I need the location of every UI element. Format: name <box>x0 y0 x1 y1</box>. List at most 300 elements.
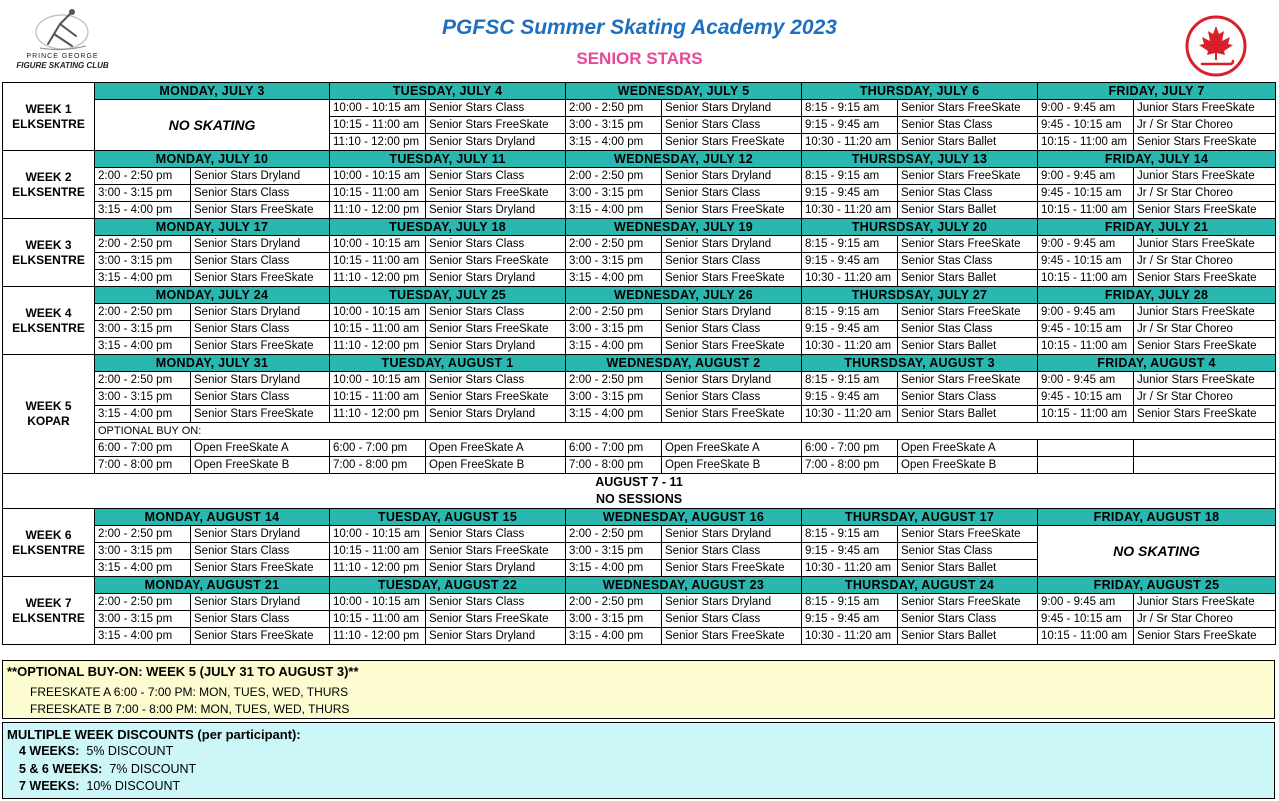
schedule-table <box>2 82 1276 645</box>
session-time: 3:00 - 3:15 pm <box>566 253 662 270</box>
session-activity <box>1134 457 1276 474</box>
day-header: TUESDAY, JULY 4 <box>330 83 566 100</box>
session-time: 3:15 - 4:00 pm <box>95 338 191 355</box>
day-header: WEDNESDAY, JULY 12 <box>566 151 802 168</box>
page-title: PGFSC Summer Skating Academy 2023 <box>442 16 837 39</box>
session-time: 10:30 - 11:20 am <box>802 338 898 355</box>
session-time: 6:00 - 7:00 pm <box>95 440 191 457</box>
session-activity: Senior Stars Class <box>662 185 802 202</box>
week-venue: ELKSENTRE <box>12 252 85 267</box>
session-activity: Senior Stars Dryland <box>662 168 802 185</box>
session-activity: Senior Stars FreeSkate <box>191 560 330 577</box>
day-header: FRIDAY, AUGUST 4 <box>1038 355 1276 372</box>
session-activity: Senior Stars FreeSkate <box>1134 202 1276 219</box>
session-row <box>3 270 1276 287</box>
session-time: 3:15 - 4:00 pm <box>566 628 662 645</box>
session-time: 3:15 - 4:00 pm <box>95 560 191 577</box>
session-time: 9:15 - 9:45 am <box>802 117 898 134</box>
session-activity: Senior Stars Dryland <box>662 526 802 543</box>
day-header: THURSDAY, AUGUST 24 <box>802 577 1038 594</box>
session-time: 9:45 - 10:15 am <box>1038 117 1134 134</box>
session-row <box>3 253 1276 270</box>
session-time <box>1038 457 1134 474</box>
session-activity: Senior Stars Class <box>898 611 1038 628</box>
session-activity: Senior Stars Dryland <box>662 372 802 389</box>
session-time: 9:45 - 10:15 am <box>1038 611 1134 628</box>
session-activity: Senior Stars FreeSkate <box>1134 338 1276 355</box>
session-time: 7:00 - 8:00 pm <box>330 457 426 474</box>
day-header: WEDNESDAY, JULY 5 <box>566 83 802 100</box>
session-activity <box>1134 440 1276 457</box>
session-activity: Senior Stars Dryland <box>426 202 566 219</box>
session-time: 3:00 - 3:15 pm <box>566 117 662 134</box>
session-time: 9:15 - 9:45 am <box>802 321 898 338</box>
session-time: 9:15 - 9:45 am <box>802 253 898 270</box>
day-header: TUESDAY, AUGUST 1 <box>330 355 566 372</box>
session-activity: Senior Stars Ballet <box>898 134 1038 151</box>
session-activity: Senior Stars FreeSkate <box>662 202 802 219</box>
session-activity: Senior Stars FreeSkate <box>191 338 330 355</box>
session-activity: Senior Stars Dryland <box>426 338 566 355</box>
session-activity: Open FreeSkate B <box>898 457 1038 474</box>
session-time: 9:15 - 9:45 am <box>802 543 898 560</box>
session-activity: Senior Stas Class <box>898 321 1038 338</box>
session-time: 9:15 - 9:45 am <box>802 611 898 628</box>
session-activity: Senior Stars Class <box>191 321 330 338</box>
session-activity: Junior Stars FreeSkate <box>1134 304 1276 321</box>
session-row <box>3 202 1276 219</box>
session-activity: Senior Stars Class <box>426 236 566 253</box>
session-activity: Senior Stars FreeSkate <box>191 406 330 423</box>
session-row <box>3 406 1276 423</box>
day-header: FRIDAY, JULY 7 <box>1038 83 1276 100</box>
day-header: TUESDAY, JULY 18 <box>330 219 566 236</box>
session-time: 10:00 - 10:15 am <box>330 304 426 321</box>
week-label <box>3 219 95 287</box>
session-time: 10:30 - 11:20 am <box>802 270 898 287</box>
session-time: 10:30 - 11:20 am <box>802 134 898 151</box>
optional-session-row <box>3 457 1276 474</box>
session-time: 10:15 - 11:00 am <box>330 321 426 338</box>
session-time: 2:00 - 2:50 pm <box>566 594 662 611</box>
session-time: 10:30 - 11:20 am <box>802 628 898 645</box>
session-activity: Junior Stars FreeSkate <box>1134 372 1276 389</box>
aug-break-row <box>3 474 1276 509</box>
page-subtitle: SENIOR STARS <box>576 49 703 68</box>
session-activity: Senior Stars FreeSkate <box>426 185 566 202</box>
session-time: 3:15 - 4:00 pm <box>566 202 662 219</box>
session-activity: Senior Stars Dryland <box>191 168 330 185</box>
optional-session-row <box>3 440 1276 457</box>
session-time: 3:15 - 4:00 pm <box>566 270 662 287</box>
discounts-box <box>2 722 1275 799</box>
session-activity: Jr / Sr Star Choreo <box>1134 253 1276 270</box>
day-header: THURSDSAY, JULY 20 <box>802 219 1038 236</box>
session-time: 3:15 - 4:00 pm <box>566 406 662 423</box>
session-time: 10:15 - 11:00 am <box>330 185 426 202</box>
session-time: 11:10 - 12:00 pm <box>330 406 426 423</box>
session-activity: Junior Stars FreeSkate <box>1134 100 1276 117</box>
week-venue: ELKSENTRE <box>12 320 85 335</box>
session-time: 2:00 - 2:50 pm <box>95 526 191 543</box>
day-header: TUESDAY, AUGUST 22 <box>330 577 566 594</box>
session-time: 9:45 - 10:15 am <box>1038 185 1134 202</box>
session-time: 3:15 - 4:00 pm <box>95 270 191 287</box>
session-time: 10:00 - 10:15 am <box>330 168 426 185</box>
day-header: FRIDAY, JULY 21 <box>1038 219 1276 236</box>
session-time: 10:00 - 10:15 am <box>330 526 426 543</box>
discount-row <box>19 762 196 776</box>
session-activity: Senior Stas Class <box>898 543 1038 560</box>
week-name: WEEK 1 <box>25 101 72 116</box>
session-activity: Senior Stars FreeSkate <box>426 253 566 270</box>
session-activity: Senior Stars FreeSkate <box>898 372 1038 389</box>
session-time: 10:00 - 10:15 am <box>330 100 426 117</box>
session-time: 9:45 - 10:15 am <box>1038 253 1134 270</box>
session-activity: Senior Stars Dryland <box>662 594 802 611</box>
session-activity: Senior Stars FreeSkate <box>898 526 1038 543</box>
session-time: 2:00 - 2:50 pm <box>566 526 662 543</box>
session-time: 11:10 - 12:00 pm <box>330 202 426 219</box>
session-activity: Junior Stars FreeSkate <box>1134 168 1276 185</box>
session-activity: Open FreeSkate A <box>662 440 802 457</box>
week-header-row <box>3 151 1276 168</box>
session-activity: Senior Stars FreeSkate <box>662 406 802 423</box>
session-time: 10:15 - 11:00 am <box>1038 406 1134 423</box>
session-time: 9:00 - 9:45 am <box>1038 594 1134 611</box>
session-activity: Jr / Sr Star Choreo <box>1134 185 1276 202</box>
day-header: FRIDAY, JULY 28 <box>1038 287 1276 304</box>
session-time: 3:15 - 4:00 pm <box>95 406 191 423</box>
session-row <box>3 372 1276 389</box>
club-name-line1: PRINCE GEORGE <box>26 53 99 60</box>
session-time: 3:00 - 3:15 pm <box>95 543 191 560</box>
day-header: WEDNESDAY, AUGUST 23 <box>566 577 802 594</box>
week-name: WEEK 6 <box>25 527 72 542</box>
session-activity: Senior Stars Class <box>898 389 1038 406</box>
session-activity: Senior Stars Dryland <box>662 236 802 253</box>
week-venue: ELKSENTRE <box>12 610 85 625</box>
week-label <box>3 83 95 151</box>
session-time: 9:00 - 9:45 am <box>1038 168 1134 185</box>
session-time: 9:15 - 9:45 am <box>802 185 898 202</box>
session-time: 2:00 - 2:50 pm <box>95 372 191 389</box>
session-time: 3:15 - 4:00 pm <box>566 134 662 151</box>
session-activity: Senior Stars Dryland <box>426 560 566 577</box>
day-header: FRIDAY, AUGUST 25 <box>1038 577 1276 594</box>
session-activity: Senior Stars FreeSkate <box>426 117 566 134</box>
week-header-row <box>3 287 1276 304</box>
session-time: 8:15 - 9:15 am <box>802 100 898 117</box>
session-time: 3:00 - 3:15 pm <box>566 389 662 406</box>
day-header: THURSDAY, JULY 6 <box>802 83 1038 100</box>
session-activity: Open FreeSkate B <box>191 457 330 474</box>
session-time: 8:15 - 9:15 am <box>802 236 898 253</box>
session-time: 10:30 - 11:20 am <box>802 560 898 577</box>
session-activity: Senior Stars FreeSkate <box>662 134 802 151</box>
day-header: WEDNESDAY, JULY 19 <box>566 219 802 236</box>
session-activity: Senior Stars FreeSkate <box>1134 270 1276 287</box>
session-activity: Senior Stars Class <box>426 594 566 611</box>
session-time: 9:45 - 10:15 am <box>1038 321 1134 338</box>
session-time: 8:15 - 9:15 am <box>802 168 898 185</box>
session-time: 9:00 - 9:45 am <box>1038 304 1134 321</box>
week-label <box>3 287 95 355</box>
discount-row <box>19 779 180 793</box>
session-activity: Senior Stars Dryland <box>191 236 330 253</box>
day-header: MONDAY, JULY 3 <box>95 83 330 100</box>
session-activity: Open FreeSkate A <box>191 440 330 457</box>
optional-buyon-heading: **OPTIONAL BUY-ON: WEEK 5 (JULY 31 TO AUGUST 3)** <box>7 664 359 679</box>
optional-label-row <box>3 423 1276 440</box>
session-row <box>3 185 1276 202</box>
discounts-heading: MULTIPLE WEEK DISCOUNTS (per participant): <box>7 727 301 742</box>
session-time: 9:00 - 9:45 am <box>1038 372 1134 389</box>
session-time: 10:15 - 11:00 am <box>1038 134 1134 151</box>
week-header-row <box>3 355 1276 372</box>
week-name: WEEK 2 <box>25 169 72 184</box>
session-activity: Senior Stars Ballet <box>898 270 1038 287</box>
no-skating-label: NO SKATING <box>1038 526 1276 577</box>
session-time: 3:00 - 3:15 pm <box>566 543 662 560</box>
session-activity: Senior Stars FreeSkate <box>191 628 330 645</box>
session-activity: Senior Stars FreeSkate <box>898 168 1038 185</box>
session-time: 6:00 - 7:00 pm <box>330 440 426 457</box>
discount-value: 7% DISCOUNT <box>109 762 197 776</box>
session-time: 2:00 - 2:50 pm <box>95 168 191 185</box>
session-row <box>3 100 1276 117</box>
session-activity: Senior Stars Class <box>191 611 330 628</box>
no-skating-label: NO SKATING <box>95 100 330 151</box>
week-name: WEEK 3 <box>25 237 72 252</box>
session-time: 3:00 - 3:15 pm <box>95 185 191 202</box>
session-activity: Senior Stars Class <box>662 117 802 134</box>
club-name-line2: FIGURE SKATING CLUB <box>16 61 109 70</box>
day-header: MONDAY, JULY 24 <box>95 287 330 304</box>
session-activity: Senior Stars Class <box>662 611 802 628</box>
week-venue: KOPAR <box>27 414 70 428</box>
session-time: 11:10 - 12:00 pm <box>330 628 426 645</box>
session-activity: Senior Stas Class <box>898 117 1038 134</box>
session-time: 10:00 - 10:15 am <box>330 236 426 253</box>
session-time: 11:10 - 12:00 pm <box>330 134 426 151</box>
session-time: 2:00 - 2:50 pm <box>95 304 191 321</box>
session-time: 2:00 - 2:50 pm <box>566 168 662 185</box>
session-activity: Open FreeSkate B <box>426 457 566 474</box>
session-time: 2:00 - 2:50 pm <box>566 372 662 389</box>
session-time: 2:00 - 2:50 pm <box>95 236 191 253</box>
session-activity: Senior Stars FreeSkate <box>1134 628 1276 645</box>
session-activity: Senior Stars FreeSkate <box>898 100 1038 117</box>
session-activity: Senior Stars FreeSkate <box>426 543 566 560</box>
session-time: 11:10 - 12:00 pm <box>330 338 426 355</box>
session-activity: Senior Stars Dryland <box>426 270 566 287</box>
session-time: 10:00 - 10:15 am <box>330 372 426 389</box>
day-header: MONDAY, JULY 10 <box>95 151 330 168</box>
session-activity: Senior Stars Ballet <box>898 406 1038 423</box>
session-activity: Jr / Sr Star Choreo <box>1134 117 1276 134</box>
day-header: THURSDAY, AUGUST 17 <box>802 509 1038 526</box>
week-label <box>3 151 95 219</box>
session-activity: Senior Stars FreeSkate <box>1134 406 1276 423</box>
week-name: WEEK 7 <box>25 595 72 610</box>
day-header: WEDNESDAY, JULY 26 <box>566 287 802 304</box>
session-time: 10:15 - 11:00 am <box>330 389 426 406</box>
session-time: 7:00 - 8:00 pm <box>566 457 662 474</box>
session-activity: Senior Stars Dryland <box>191 372 330 389</box>
session-time: 2:00 - 2:50 pm <box>566 304 662 321</box>
week-venue: ELKSENTRE <box>12 184 85 199</box>
session-activity: Senior Stas Class <box>898 253 1038 270</box>
session-activity: Senior Stars Ballet <box>898 338 1038 355</box>
session-time: 3:15 - 4:00 pm <box>566 560 662 577</box>
session-activity: Senior Stars Class <box>191 253 330 270</box>
session-time: 9:00 - 9:45 am <box>1038 236 1134 253</box>
session-activity: Senior Stars FreeSkate <box>191 270 330 287</box>
day-header: TUESDAY, JULY 11 <box>330 151 566 168</box>
session-activity: Open FreeSkate A <box>426 440 566 457</box>
session-time: 3:00 - 3:15 pm <box>566 185 662 202</box>
session-row <box>3 628 1276 645</box>
session-activity: Senior Stars Class <box>191 389 330 406</box>
week-header-row <box>3 577 1276 594</box>
session-time: 10:15 - 11:00 am <box>330 253 426 270</box>
aug-break-dates: AUGUST 7 - 11 <box>595 475 683 489</box>
session-activity: Senior Stars Class <box>662 321 802 338</box>
week-label <box>3 577 95 645</box>
session-time: 6:00 - 7:00 pm <box>802 440 898 457</box>
session-activity: Senior Stars Class <box>662 389 802 406</box>
session-activity: Senior Stars FreeSkate <box>898 304 1038 321</box>
session-time: 6:00 - 7:00 pm <box>566 440 662 457</box>
day-header: TUESDAY, JULY 25 <box>330 287 566 304</box>
session-activity: Senior Stars FreeSkate <box>662 270 802 287</box>
session-activity: Senior Stars FreeSkate <box>1134 134 1276 151</box>
discount-label: 7 WEEKS: <box>19 779 80 793</box>
session-activity: Senior Stars Ballet <box>898 560 1038 577</box>
session-time: 10:30 - 11:20 am <box>802 406 898 423</box>
session-activity: Senior Stars Class <box>426 304 566 321</box>
day-header: MONDAY, JULY 31 <box>95 355 330 372</box>
session-time: 8:15 - 9:15 am <box>802 594 898 611</box>
session-activity: Senior Stars Dryland <box>426 134 566 151</box>
session-time: 9:45 - 10:15 am <box>1038 389 1134 406</box>
week-venue: ELKSENTRE <box>12 542 85 557</box>
session-row <box>3 304 1276 321</box>
week-header-row <box>3 219 1276 236</box>
session-activity: Senior Stars FreeSkate <box>426 321 566 338</box>
session-row <box>3 594 1276 611</box>
session-time: 10:15 - 11:00 am <box>330 117 426 134</box>
day-header: MONDAY, AUGUST 21 <box>95 577 330 594</box>
session-time: 10:00 - 10:15 am <box>330 594 426 611</box>
session-activity: Senior Stars FreeSkate <box>662 560 802 577</box>
aug-break-notice <box>3 474 1276 509</box>
week-label <box>3 509 95 577</box>
session-time: 3:00 - 3:15 pm <box>95 389 191 406</box>
session-activity: Senior Stars Ballet <box>898 202 1038 219</box>
session-time: 10:30 - 11:20 am <box>802 202 898 219</box>
session-time: 9:15 - 9:45 am <box>802 389 898 406</box>
session-time: 10:15 - 11:00 am <box>1038 338 1134 355</box>
session-activity: Senior Stars Dryland <box>426 406 566 423</box>
session-activity: Senior Stars Dryland <box>662 100 802 117</box>
week-name: WEEK 5 <box>25 399 72 413</box>
session-activity: Jr / Sr Star Choreo <box>1134 389 1276 406</box>
day-header: MONDAY, JULY 17 <box>95 219 330 236</box>
session-time: 11:10 - 12:00 pm <box>330 270 426 287</box>
day-header: TUESDAY, AUGUST 15 <box>330 509 566 526</box>
session-activity: Senior Stars FreeSkate <box>426 389 566 406</box>
day-header: FRIDAY, AUGUST 18 <box>1038 509 1276 526</box>
session-activity: Senior Stas Class <box>898 185 1038 202</box>
session-activity: Senior Stars FreeSkate <box>662 338 802 355</box>
day-header: WEDNESDAY, AUGUST 2 <box>566 355 802 372</box>
discount-label: 5 & 6 WEEKS: <box>19 762 103 776</box>
session-row <box>3 168 1276 185</box>
session-activity: Senior Stars Class <box>662 543 802 560</box>
session-time: 10:15 - 11:00 am <box>330 611 426 628</box>
session-activity: Jr / Sr Star Choreo <box>1134 611 1276 628</box>
session-activity: Jr / Sr Star Choreo <box>1134 321 1276 338</box>
week-header-row <box>3 509 1276 526</box>
session-activity: Senior Stars Dryland <box>426 628 566 645</box>
session-activity: Senior Stars Class <box>191 543 330 560</box>
session-time: 3:00 - 3:15 pm <box>566 611 662 628</box>
week-label <box>3 355 95 474</box>
day-header: FRIDAY, JULY 14 <box>1038 151 1276 168</box>
discount-label: 4 WEEKS: <box>19 744 80 758</box>
session-time: 3:00 - 3:15 pm <box>566 321 662 338</box>
week-header-row <box>3 83 1276 100</box>
session-time: 9:00 - 9:45 am <box>1038 100 1134 117</box>
session-row <box>3 389 1276 406</box>
session-activity: Senior Stars Class <box>426 372 566 389</box>
session-activity: Senior Stars Ballet <box>898 628 1038 645</box>
session-row <box>3 338 1276 355</box>
session-activity: Senior Stars FreeSkate <box>898 594 1038 611</box>
session-time <box>1038 440 1134 457</box>
day-header: THURSDSAY, JULY 13 <box>802 151 1038 168</box>
session-activity: Senior Stars Dryland <box>191 526 330 543</box>
session-time: 2:00 - 2:50 pm <box>566 236 662 253</box>
discount-row <box>19 744 173 758</box>
session-activity: Senior Stars Class <box>426 168 566 185</box>
session-time: 10:15 - 11:00 am <box>330 543 426 560</box>
session-activity: Senior Stars Dryland <box>191 594 330 611</box>
session-row <box>3 236 1276 253</box>
day-header: MONDAY, AUGUST 14 <box>95 509 330 526</box>
session-activity: Senior Stars Class <box>426 100 566 117</box>
week-venue: ELKSENTRE <box>12 116 85 131</box>
session-activity: Senior Stars Class <box>426 526 566 543</box>
discount-value: 5% DISCOUNT <box>86 744 174 758</box>
session-activity: Open FreeSkate B <box>662 457 802 474</box>
optional-buyon-label: OPTIONAL BUY ON: <box>95 423 1276 440</box>
maple-leaf-skate-icon <box>1184 14 1248 78</box>
session-row <box>3 526 1276 543</box>
session-row <box>3 321 1276 338</box>
session-activity: Senior Stars Class <box>662 253 802 270</box>
session-time: 3:15 - 4:00 pm <box>95 202 191 219</box>
session-time: 10:15 - 11:00 am <box>1038 628 1134 645</box>
session-time: 7:00 - 8:00 pm <box>95 457 191 474</box>
session-time: 11:10 - 12:00 pm <box>330 560 426 577</box>
week-name: WEEK 4 <box>25 305 72 320</box>
session-time: 3:00 - 3:15 pm <box>95 611 191 628</box>
day-header: WEDNESDAY, AUGUST 16 <box>566 509 802 526</box>
optional-freeskate-a: FREESKATE A 6:00 - 7:00 PM: MON, TUES, WED, THURS <box>30 685 349 699</box>
